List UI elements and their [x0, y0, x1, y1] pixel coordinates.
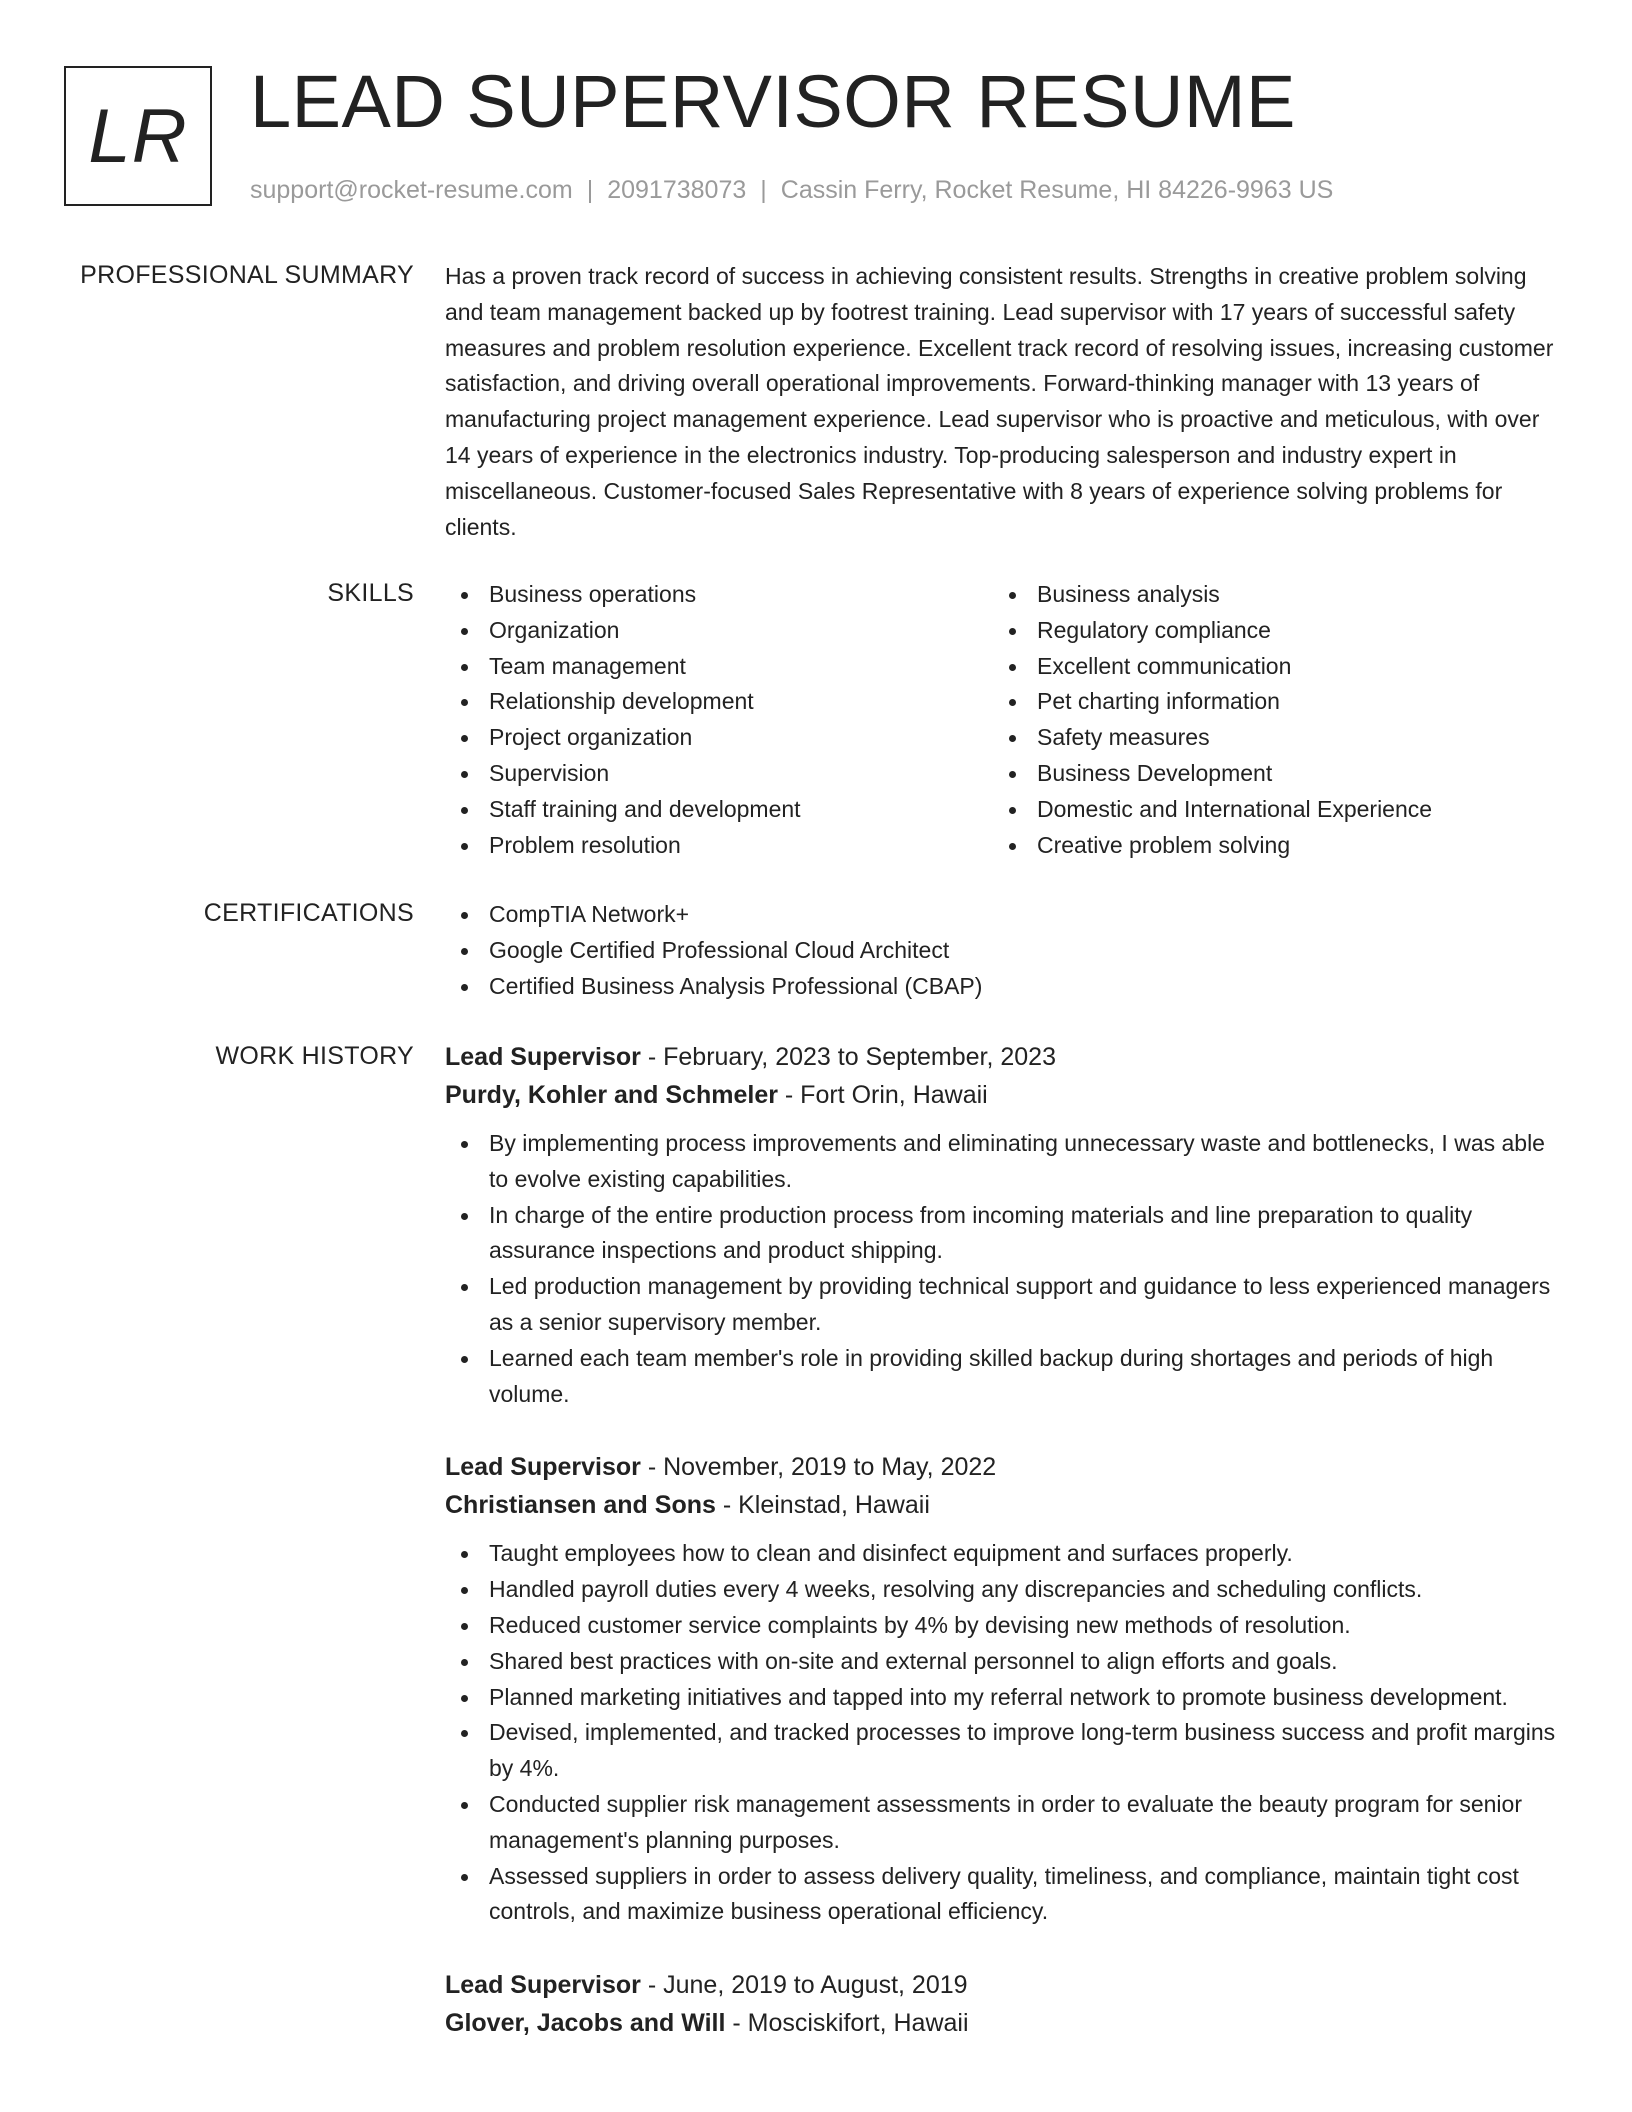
skill-item: Project organization	[445, 720, 993, 756]
job-entry	[445, 1966, 1560, 2042]
job-duty: In charge of the entire production process from incoming materials and line preparation to quality assurance inspections and product shipping.	[445, 1198, 1560, 1270]
job-duty: Conducted supplier risk management assessments in order to evaluate the beauty program for senior management's planning purposes.	[445, 1787, 1560, 1859]
summary-text: Has a proven track record of success in achieving consistent results. Strengths in creative problem solving and team management backed up by footrest training. Lead supervisor with 17 years of successful safety measures and problem resolution experience. Excellent track record of resolving issues, increasing customer satisfaction, and driving overall operational improvements. Forward-thinking manager with 13 years of manufacturing project management experience. Lead supervisor who is proactive and meticulous, with over 14 years of experience in the electronics industry. Top-producing salesperson and industry expert in miscellaneous. Customer-focused Sales Representative with 8 years of experience solving problems for clients.	[445, 263, 1554, 540]
job-company: Glover, Jacobs and Will	[445, 2009, 726, 2038]
certifications-list	[445, 897, 1560, 1004]
jobs-container	[445, 1038, 1560, 2078]
skills-list-left	[445, 577, 993, 863]
job-title: Lead Supervisor	[445, 1971, 641, 2000]
certification-item: CompTIA Network+	[445, 897, 1560, 933]
job-duty: Reduced customer service complaints by 4% by devising new methods of resolution.	[445, 1608, 1560, 1644]
job-title-line	[445, 1966, 1560, 2004]
skill-item: Excellent communication	[993, 649, 1541, 685]
job-title: Lead Supervisor	[445, 1453, 641, 1482]
job-company-line	[445, 2004, 1560, 2042]
contact-line	[250, 172, 1333, 208]
job-entry	[445, 1448, 1560, 1930]
contact-email[interactable]: support@rocket-resume.com	[250, 176, 573, 204]
job-duty: Shared best practices with on-site and external personnel to align efforts and goals.	[445, 1644, 1560, 1680]
job-title-line	[445, 1038, 1560, 1076]
job-location: - Mosciskifort, Hawaii	[725, 2009, 969, 2038]
certification-item: Google Certified Professional Cloud Architect	[445, 933, 1560, 969]
job-duty: Learned each team member's role in providing skilled backup during shortages and periods of high volume.	[445, 1341, 1560, 1413]
job-company: Purdy, Kohler and Schmeler	[445, 1081, 778, 1109]
job-duty: Planned marketing initiatives and tapped into my referral network to promote business development.	[445, 1680, 1560, 1716]
skill-item: Domestic and International Experience	[993, 792, 1541, 828]
skill-item: Problem resolution	[445, 828, 993, 864]
contact-separator: |	[586, 176, 594, 204]
job-duty: By implementing process improvements and eliminating unnecessary waste and bottlenecks, I was able to evolve existing capabilities.	[445, 1126, 1560, 1198]
job-dates: - November, 2019 to May, 2022	[640, 1453, 997, 1482]
skill-item: Relationship development	[445, 684, 993, 720]
skill-item: Business Development	[993, 756, 1541, 792]
skills-list-right	[993, 577, 1541, 863]
job-company-line	[445, 1486, 1560, 1524]
section-heading: PROFESSIONAL SUMMARY	[80, 261, 414, 289]
job-location: - Fort Orin, Hawaii	[777, 1081, 988, 1109]
section-heading: CERTIFICATIONS	[203, 899, 414, 927]
contact-separator: |	[760, 176, 767, 204]
contact-phone[interactable]: 2091738073	[607, 176, 747, 204]
skill-item: Team management	[445, 649, 993, 685]
skill-item: Safety measures	[993, 720, 1541, 756]
job-entry	[445, 1038, 1560, 1412]
job-duty: Assessed suppliers in order to assess delivery quality, timeliness, and compliance, maintain tight cost controls, and maximize business operational efficiency.	[445, 1859, 1560, 1931]
job-duty: Devised, implemented, and tracked processes to improve long-term business success and profit margins by 4%.	[445, 1715, 1560, 1787]
job-title-line	[445, 1448, 1560, 1486]
skill-item: Organization	[445, 613, 993, 649]
job-title: Lead Supervisor	[445, 1043, 641, 1071]
monogram-logo: LR	[64, 66, 212, 206]
resume-title: LEAD SUPERVISOR RESUME	[250, 60, 1296, 143]
certification-item: Certified Business Analysis Professional (CBAP)	[445, 969, 1560, 1005]
job-duties-list	[445, 1126, 1560, 1412]
job-duties-list	[445, 1536, 1560, 1930]
job-company: Christiansen and Sons	[445, 1491, 716, 1520]
job-dates: - February, 2023 to September, 2023	[640, 1043, 1056, 1071]
section-heading: SKILLS	[327, 579, 414, 607]
contact-address: Cassin Ferry, Rocket Resume, HI 84226-9963 US	[780, 176, 1334, 204]
skill-item: Creative problem solving	[993, 828, 1541, 864]
job-location: - Kleinstad, Hawaii	[715, 1491, 930, 1520]
job-dates: - June, 2019 to August, 2019	[640, 1971, 968, 2000]
skill-item: Regulatory compliance	[993, 613, 1541, 649]
skill-item: Pet charting information	[993, 684, 1541, 720]
job-duty: Taught employees how to clean and disinfect equipment and surfaces properly.	[445, 1536, 1560, 1572]
skill-item: Supervision	[445, 756, 993, 792]
skill-item: Staff training and development	[445, 792, 993, 828]
job-duty: Handled payroll duties every 4 weeks, resolving any discrepancies and scheduling conflicts.	[445, 1572, 1560, 1608]
job-company-line	[445, 1076, 1560, 1114]
skill-item: Business operations	[445, 577, 993, 613]
section-heading: WORK HISTORY	[215, 1042, 414, 1070]
job-duty: Led production management by providing technical support and guidance to less experienced managers as a senior supervisory member.	[445, 1269, 1560, 1341]
skill-item: Business analysis	[993, 577, 1541, 613]
